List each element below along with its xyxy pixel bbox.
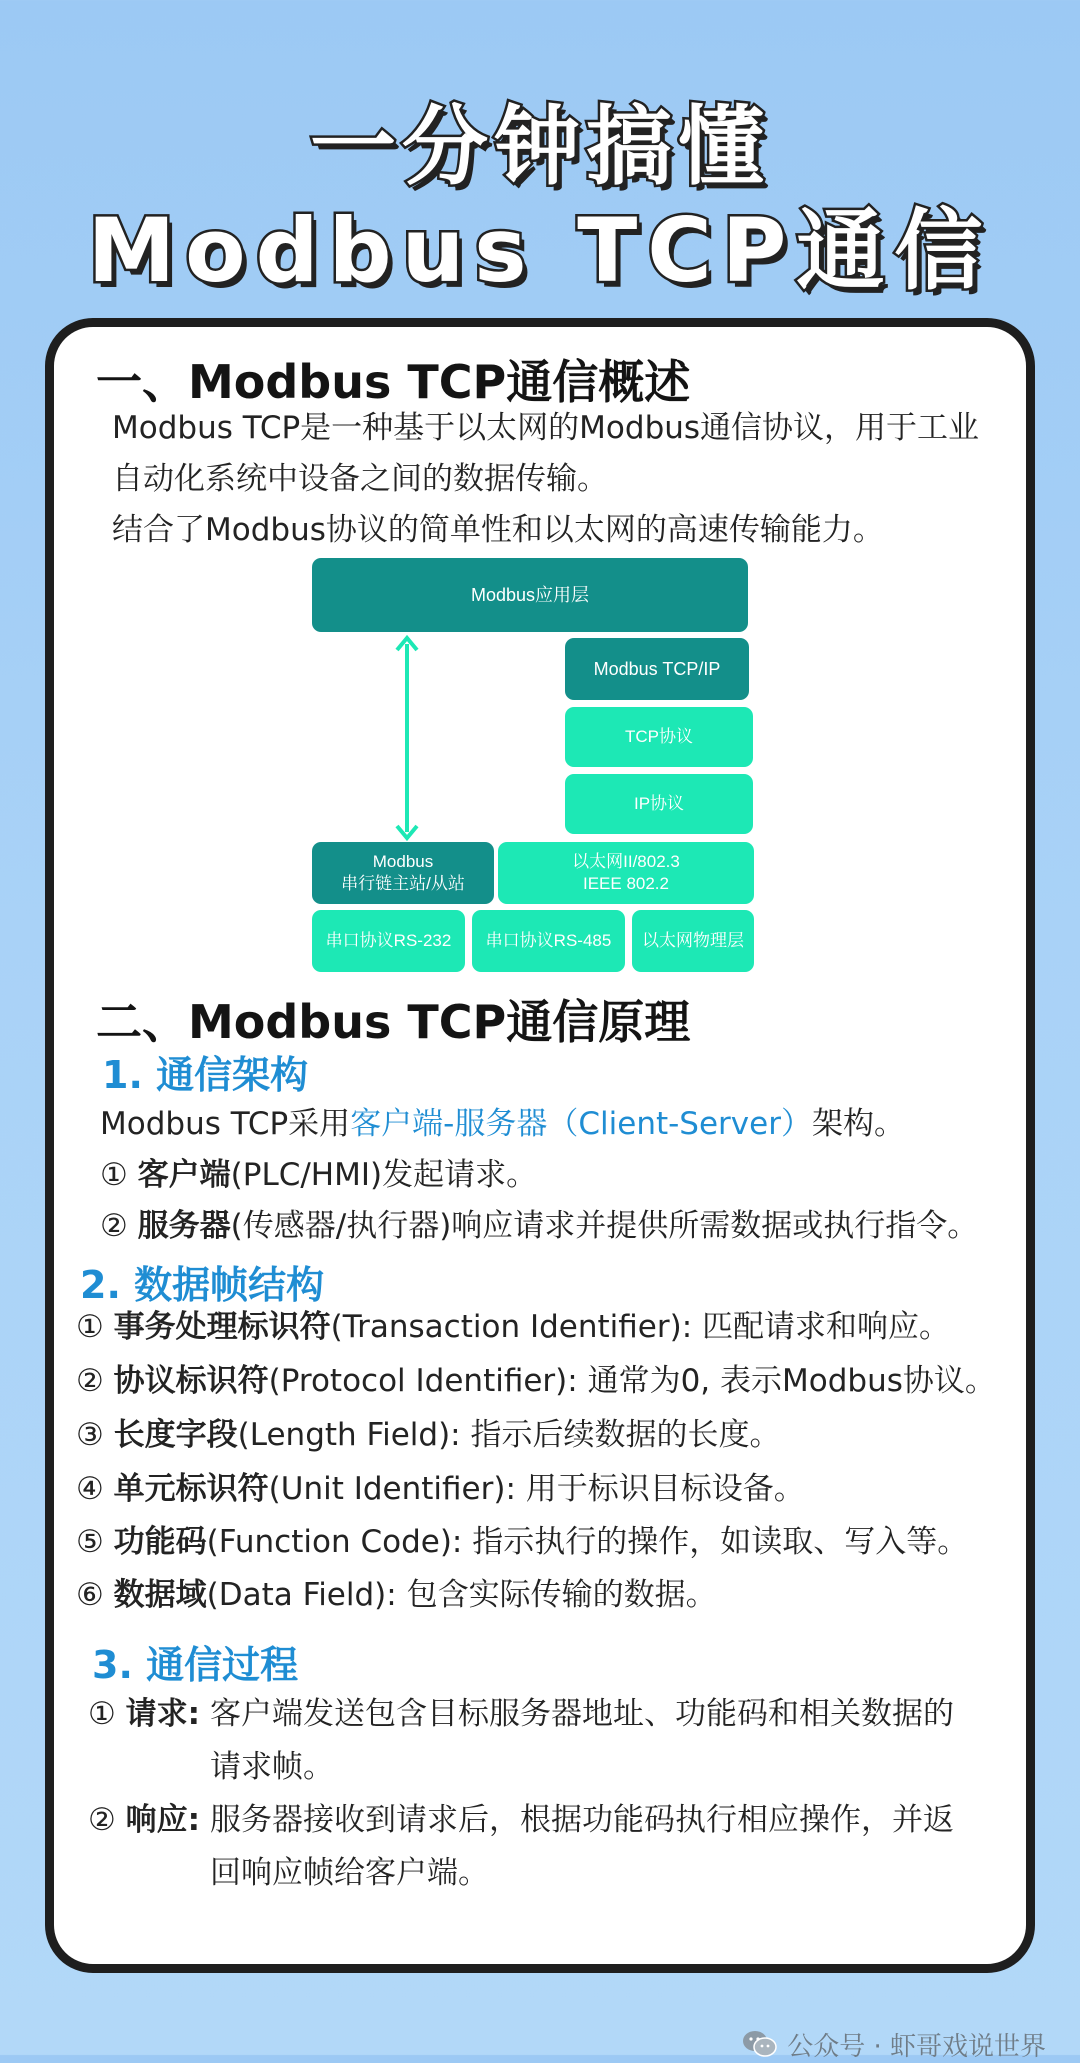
subsection-frame-title: 2. 数据帧结构: [80, 1263, 325, 1307]
frame-item: ② 协议标识符(Protocol Identifier): 通常为0, 表示Modbus协议。: [76, 1363, 996, 1399]
hero-title-line1: 一分钟搞懂: [310, 97, 770, 197]
frame-item: ⑥ 数据域(Data Field): 包含实际传输的数据。: [76, 1577, 717, 1613]
section1-title: 一、Modbus TCP通信概述: [96, 355, 691, 409]
frame-item: ③ 长度字段(Length Field): 指示后续数据的长度。: [76, 1417, 781, 1453]
subsection-process-title: 3. 通信过程: [92, 1643, 299, 1687]
architecture-item-client: ① 客户端(PLC/HMI)发起请求。: [100, 1157, 538, 1193]
section2-title: 二、Modbus TCP通信原理: [96, 995, 691, 1049]
diagram-rs232: 串口协议RS-232: [312, 910, 465, 972]
footer-text: 公众号 · 虾哥戏说世界: [787, 2031, 1046, 2062]
section1-line2: 自动化系统中设备之间的数据传输。: [112, 461, 608, 497]
frame-item: ④ 单元标识符(Unit Identifier): 用于标识目标设备。: [76, 1471, 805, 1507]
diagram-modbus-tcpip: Modbus TCP/IP: [565, 638, 749, 700]
diagram-double-arrow: [392, 632, 422, 844]
process-step-request-line2: 请求帧。: [210, 1749, 334, 1785]
diagram-modbus-serial: Modbus 串行链主站/从站: [312, 842, 494, 904]
process-step-request-line1: 客户端发送包含目标服务器地址、功能码和相关数据的: [210, 1696, 954, 1732]
diagram-ip: IP协议: [565, 774, 753, 834]
architecture-intro: Modbus TCP采用客户端-服务器（Client-Server）架构。: [100, 1106, 905, 1142]
section1-line3: 结合了Modbus协议的简单性和以太网的高速传输能力。: [112, 512, 884, 548]
hero-title-line2: Modbus TCP通信: [87, 199, 993, 302]
diagram-rs485: 串口协议RS-485: [472, 910, 625, 972]
diagram-app-layer: Modbus应用层: [312, 558, 748, 632]
client-server-highlight: 客户端-服务器（Client-Server）: [350, 1106, 812, 1142]
process-step-response-line1: 服务器接收到请求后，根据功能码执行相应操作，并返: [210, 1802, 954, 1838]
frame-item: ① 事务处理标识符(Transaction Identifier): 匹配请求和响应。: [76, 1309, 950, 1345]
frame-item: ⑤ 功能码(Function Code): 指示执行的操作，如读取、写入等。: [76, 1524, 969, 1560]
section1-line1: Modbus TCP是一种基于以太网的Modbus通信协议，用于工业: [112, 410, 980, 446]
process-step-response-line2: 回响应帧给客户端。: [210, 1855, 489, 1891]
diagram-ethernet: 以太网II/802.3 IEEE 802.2: [498, 842, 754, 904]
architecture-item-server: ② 服务器(传感器/执行器)响应请求并提供所需数据或执行指令。: [100, 1208, 979, 1244]
diagram-tcp: TCP协议: [565, 707, 753, 767]
subsection-architecture-title: 1. 通信架构: [102, 1053, 309, 1097]
diagram-ethernet-physical: 以太网物理层: [632, 910, 754, 972]
process-step-response-label: ② 响应:: [88, 1802, 201, 1838]
protocol-stack-diagram: [312, 558, 754, 976]
footer-account: [741, 2026, 1046, 2062]
process-step-request-label: ① 请求:: [88, 1696, 201, 1732]
